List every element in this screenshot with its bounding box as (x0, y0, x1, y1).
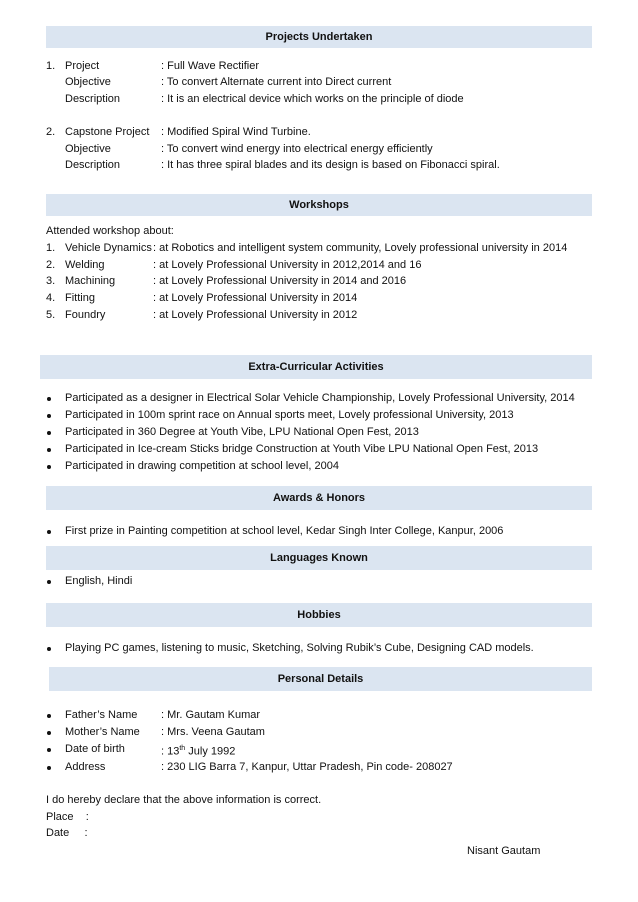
project2-value: : Modified Spiral Wind Turbine. (161, 126, 311, 138)
declaration-text: I do hereby declare that the above information is correct. (46, 794, 322, 806)
language-item: English, Hindi (65, 575, 133, 587)
project1-description-label: Description (65, 93, 121, 105)
hobby-item: Playing PC games, listening to music, Sketching, Solving Rubik’s Cube, Designing CAD models. (65, 642, 534, 654)
activity-item: Participated as a designer in Electrical Solar Vehicle Championship, Lovely Professional University, 2014 (65, 392, 575, 404)
bullet-icon (47, 748, 51, 752)
mother-name-value: : Mrs. Veena Gautam (161, 726, 265, 738)
bullet-icon (47, 448, 51, 452)
bullet-icon (47, 731, 51, 735)
project2-objective-value: : To convert wind energy into electrical energy efficiently (161, 143, 433, 155)
project2-description-label: Description (65, 159, 121, 171)
bullet-icon (47, 647, 51, 651)
project2-number: 2. (46, 126, 56, 138)
hobbies-heading: Hobbies (46, 603, 592, 627)
signature-name: Nisant Gautam (467, 845, 541, 857)
bullet-icon (47, 397, 51, 401)
workshop-name: Vehicle Dynamics (65, 242, 152, 254)
project1-description-value: : It is an electrical device which works on the principle of diode (161, 93, 464, 105)
project1-value: : Full Wave Rectifier (161, 60, 260, 72)
bullet-icon (47, 714, 51, 718)
workshop-name: Foundry (65, 309, 106, 321)
dob-value: : 13th July 1992 (161, 745, 236, 758)
workshops-heading: Workshops (46, 194, 592, 216)
project1-objective-label: Objective (65, 76, 111, 88)
activity-item: Participated in 100m sprint race on Annual sports meet, Lovely professional University, 2013 (65, 409, 514, 421)
activity-item: Participated in Ice-cream Sticks bridge Construction at Youth Vibe LPU National Open Fest, 2013 (65, 443, 539, 455)
workshop-name: Fitting (65, 292, 95, 304)
project1-label: Project (65, 60, 100, 72)
project1-objective-value: : To convert Alternate current into Direct current (161, 76, 392, 88)
project1-number: 1. (46, 60, 56, 72)
date-label: Date : (46, 827, 88, 839)
bullet-icon (47, 465, 51, 469)
address-label: Address (65, 761, 106, 773)
mother-name-label: Mother’s Name (65, 726, 140, 738)
projects-heading: Projects Undertaken (46, 26, 592, 48)
languages-heading: Languages Known (46, 546, 592, 570)
workshop-number: 1. (46, 242, 56, 254)
activity-item: Participated in drawing competition at school level, 2004 (65, 460, 339, 472)
workshop-detail: : at Lovely Professional University in 2012,2014 and 16 (153, 259, 422, 271)
personal-details-heading: Personal Details (49, 667, 592, 691)
workshop-detail: : at Lovely Professional University in 2014 and 2016 (153, 275, 407, 287)
workshop-name: Machining (65, 275, 116, 287)
bullet-icon (47, 580, 51, 584)
dob-label: Date of birth (65, 743, 125, 755)
place-label: Place : (46, 811, 89, 823)
workshop-detail: : at Robotics and intelligent system community, Lovely professional university in 2014 (153, 242, 568, 254)
workshop-detail: : at Lovely Professional University in 2012 (153, 309, 358, 321)
workshop-number: 3. (46, 275, 56, 287)
address-value: : 230 LIG Barra 7, Kanpur, Uttar Pradesh, Pin code- 208027 (161, 761, 453, 773)
workshop-name: Welding (65, 259, 105, 271)
award-item: First prize in Painting competition at school level, Kedar Singh Inter College, Kanpur, 2006 (65, 525, 504, 537)
bullet-icon (47, 766, 51, 770)
bullet-icon (47, 431, 51, 435)
father-name-label: Father’s Name (65, 709, 138, 721)
workshop-detail: : at Lovely Professional University in 2014 (153, 292, 358, 304)
awards-heading: Awards & Honors (46, 486, 592, 510)
workshop-number: 4. (46, 292, 56, 304)
project2-description-value: : It has three spiral blades and its design is based on Fibonacci spiral. (161, 159, 500, 171)
workshop-number: 2. (46, 259, 56, 271)
bullet-icon (47, 530, 51, 534)
workshop-number: 5. (46, 309, 56, 321)
project2-label: Capstone Project (65, 126, 150, 138)
father-name-value: : Mr. Gautam Kumar (161, 709, 261, 721)
bullet-icon (47, 414, 51, 418)
extra-curricular-heading: Extra-Curricular Activities (40, 355, 592, 379)
project2-objective-label: Objective (65, 143, 111, 155)
workshops-intro: Attended workshop about: (46, 225, 174, 237)
activity-item: Participated in 360 Degree at Youth Vibe, LPU National Open Fest, 2013 (65, 426, 419, 438)
